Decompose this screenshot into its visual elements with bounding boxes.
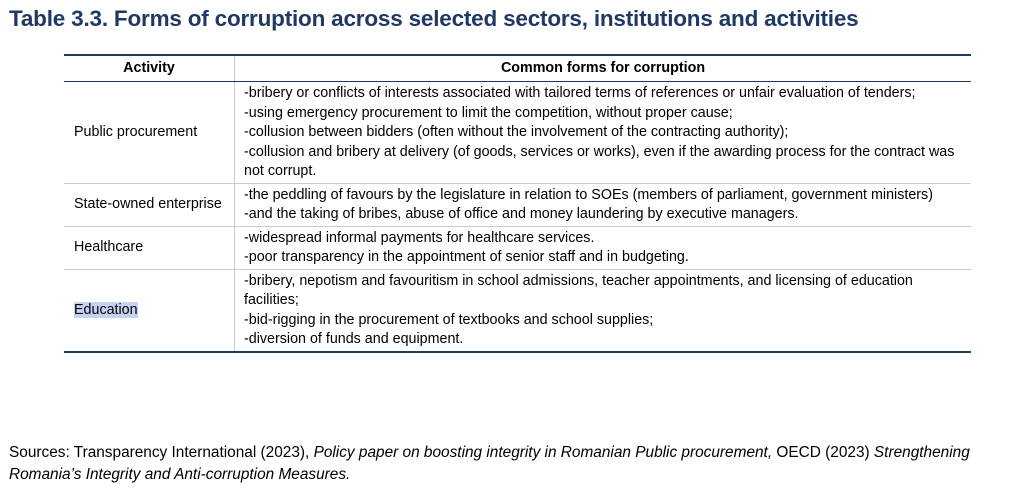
form-item: -collusion between bidders (often without the involvement of the contracting authority);: [244, 124, 789, 140]
selected-text-highlight[interactable]: Education: [74, 301, 138, 318]
corruption-table: [64, 54, 971, 353]
form-item: -and the taking of bribes, abuse of office and money laundering by executive managers.: [244, 206, 799, 222]
sources-title-1: Policy paper on boosting integrity in Romanian Public procurement,: [313, 444, 773, 461]
activity-cell: State-owned enterprise: [64, 183, 235, 226]
activity-cell: Healthcare: [64, 226, 235, 269]
form-item: -diversion of funds and equipment.: [244, 331, 464, 347]
table-row: [64, 269, 971, 352]
table-title: Table 3.3. Forms of corruption across selected sectors, institutions and activities: [9, 6, 859, 31]
sources-title-2: Strengthening Romania’s Integrity and Anti-corruption Measures.: [9, 444, 970, 483]
forms-cell: [235, 183, 972, 226]
forms-cell: [235, 226, 972, 269]
form-item: -the peddling of favours by the legislature in relation to SOEs (members of parliament, government ministers): [244, 186, 933, 203]
table-row: [64, 183, 971, 226]
table-row: [64, 82, 971, 184]
activity-cell: Public procurement: [64, 82, 235, 184]
form-item: -bribery, nepotism and favouritism in school admissions, teacher appointments, and licensing of education facilities;: [244, 272, 913, 308]
forms-cell: [235, 82, 972, 184]
form-item: -using emergency procurement to limit the competition, without proper cause;: [244, 104, 733, 121]
sources-note: [9, 442, 1019, 486]
forms-cell: [235, 269, 972, 352]
activity-cell: [64, 269, 235, 352]
header-activity: Activity: [64, 55, 235, 82]
form-item: -poor transparency in the appointment of senior staff and in budgeting.: [244, 249, 689, 265]
form-item: -bid-rigging in the procurement of textbooks and school supplies;: [244, 311, 654, 328]
form-item: -widespread informal payments for healthcare services.: [244, 229, 595, 246]
form-item: -collusion and bribery at delivery (of goods, services or works), even if the awarding process for the contract was not corrupt.: [244, 143, 955, 179]
header-forms: Common forms for corruption: [235, 55, 972, 82]
sources-prefix: Sources: Transparency International (2023),: [9, 444, 314, 461]
form-item: -bribery or conflicts of interests associated with tailored terms of references or unfair evaluation of tenders;: [244, 85, 916, 101]
table-header-row: [64, 55, 971, 82]
sources-middle: OECD (2023): [772, 444, 874, 461]
table-row: [64, 226, 971, 269]
